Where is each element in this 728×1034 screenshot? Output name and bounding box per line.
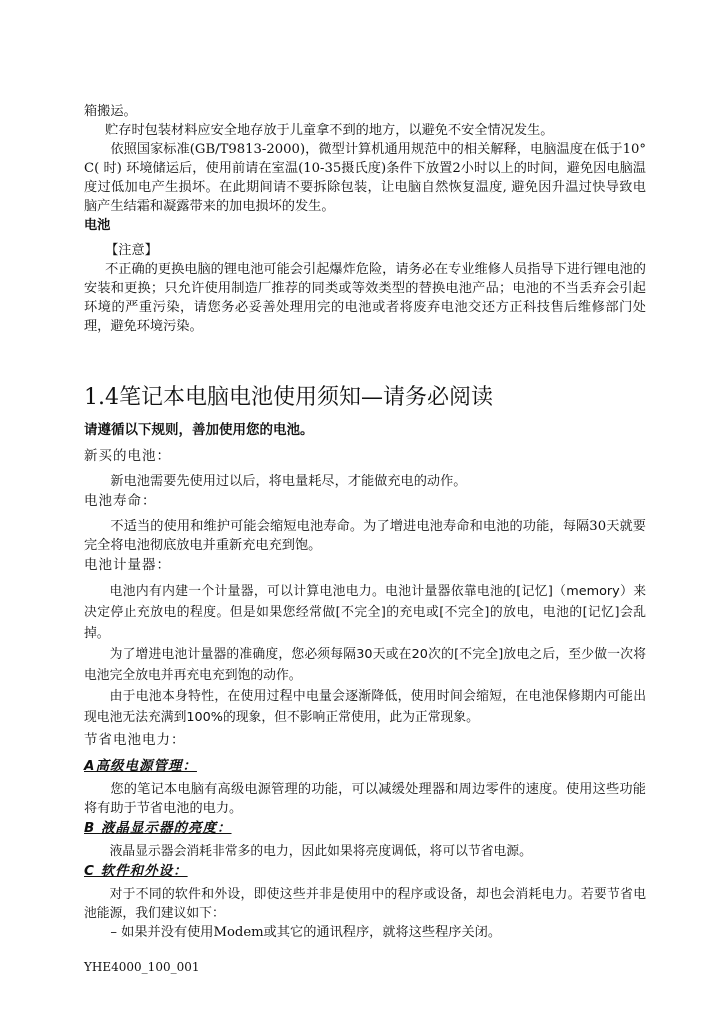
battery-life-text: 不适当的使用和维护可能会缩短电池寿命。为了增进电池寿命和电池的功能，每隔30天就要完全将电池彻底放电并重新充电充到饱。 xyxy=(84,519,646,553)
battery-life-label: 电池寿命： xyxy=(84,493,157,509)
battery-meter-label: 电池计量器： xyxy=(84,557,171,573)
intro-line-continuation: 箱搬运。 xyxy=(84,104,137,119)
power-management-label: A高级电源管理： xyxy=(84,758,197,774)
storage-paragraph: 贮存时包装材料应安全地存放于儿童拿不到的地方，以避免不安全情况发生。 xyxy=(105,123,554,138)
document-page xyxy=(84,102,646,942)
lcd-brightness-text: 液晶显示器会消耗非常多的电力，因此如果将亮度调低，将可以节省电源。 xyxy=(109,844,532,859)
battery-meter-text-2: 为了增进电池计量器的准确度，您必须每隔30天或在20次的[不完全]放电之后，至少做一次将电池完全放电并再充电充到饱的动作。 xyxy=(84,647,646,683)
battery-section-title: 电池 xyxy=(84,218,111,233)
battery-meter-text-3: 由于电池本身特性，在使用过程中电量会逐渐降低，使用时间会缩短，在电池保修期内可能出现电池无法充满到100%的现象，但不影响正常使用，此为正常现象。 xyxy=(84,689,646,725)
software-peripherals-text: 对于不同的软件和外设，即使这些并非是使用中的程序或设备，却也会消耗电力。若要节省电池能源，我们建议如下： xyxy=(84,887,646,921)
new-battery-text: 新电池需要先使用过以后，将电量耗尽，才能做充电的动作。 xyxy=(110,474,467,489)
new-battery-label: 新买的电池： xyxy=(84,448,171,464)
software-peripherals-item: – 如果并没有使用Modem或其它的通讯程序，就将这些程序关闭。 xyxy=(110,925,502,940)
power-management-text: 您的笔记本电脑有高级电源管理的功能，可以减缓处理器和周边零件的速度。使用这些功能将有助于节省电池的电力。 xyxy=(84,782,646,816)
temperature-paragraph: 依照国家标准(GB/T9813-2000)，微型计算机通用规范中的相关解释，电脑温度在低于10°C( 时) 环境储运后，使用前请在室温(10-35摄氏度)条件下放置2小时以上的时间，避免因电脑温度过低加电产生损坏。在此期间请不要拆除包装，让电脑自然恢复温度, 避免因升温过快导致电脑产生结霜和凝露带来的加电损坏的发生。 xyxy=(84,142,646,214)
section-heading: 1.4笔记本电脑电池使用须知—请务必阅读 xyxy=(84,385,493,410)
document-code-footer: YHE4000_100_001 xyxy=(84,960,200,974)
section-subtitle: 请遵循以下规则，善加使用您的电池。 xyxy=(84,422,314,438)
save-power-label: 节省电池电力： xyxy=(84,732,186,748)
lcd-brightness-label: B 液晶显示器的亮度： xyxy=(84,820,232,836)
software-peripherals-label: C 软件和外设： xyxy=(84,863,188,879)
notice-label: 【注意】 xyxy=(105,243,158,258)
battery-meter-text-1: 电池内有内建一个计量器，可以计算电池电力。电池计量器依靠电池的[记忆]（memory）来决定停止充放电的程度。但是如果您经常做[不完全]的充电或[不完全]的放电，电池的[记忆]会乱掉。 xyxy=(84,584,646,641)
notice-paragraph: 不正确的更换电脑的锂电池可能会引起爆炸危险，请务必在专业维修人员指导下进行锂电池的安装和更换；只允许使用制造厂推荐的同类或等效类型的替换电池产品；电池的不当丢弃会引起环境的严重污染，请您务必妥善处理用完的电池或者将废弃电池交还方正科技售后维修部门处理，避免环境污染。 xyxy=(84,262,646,334)
